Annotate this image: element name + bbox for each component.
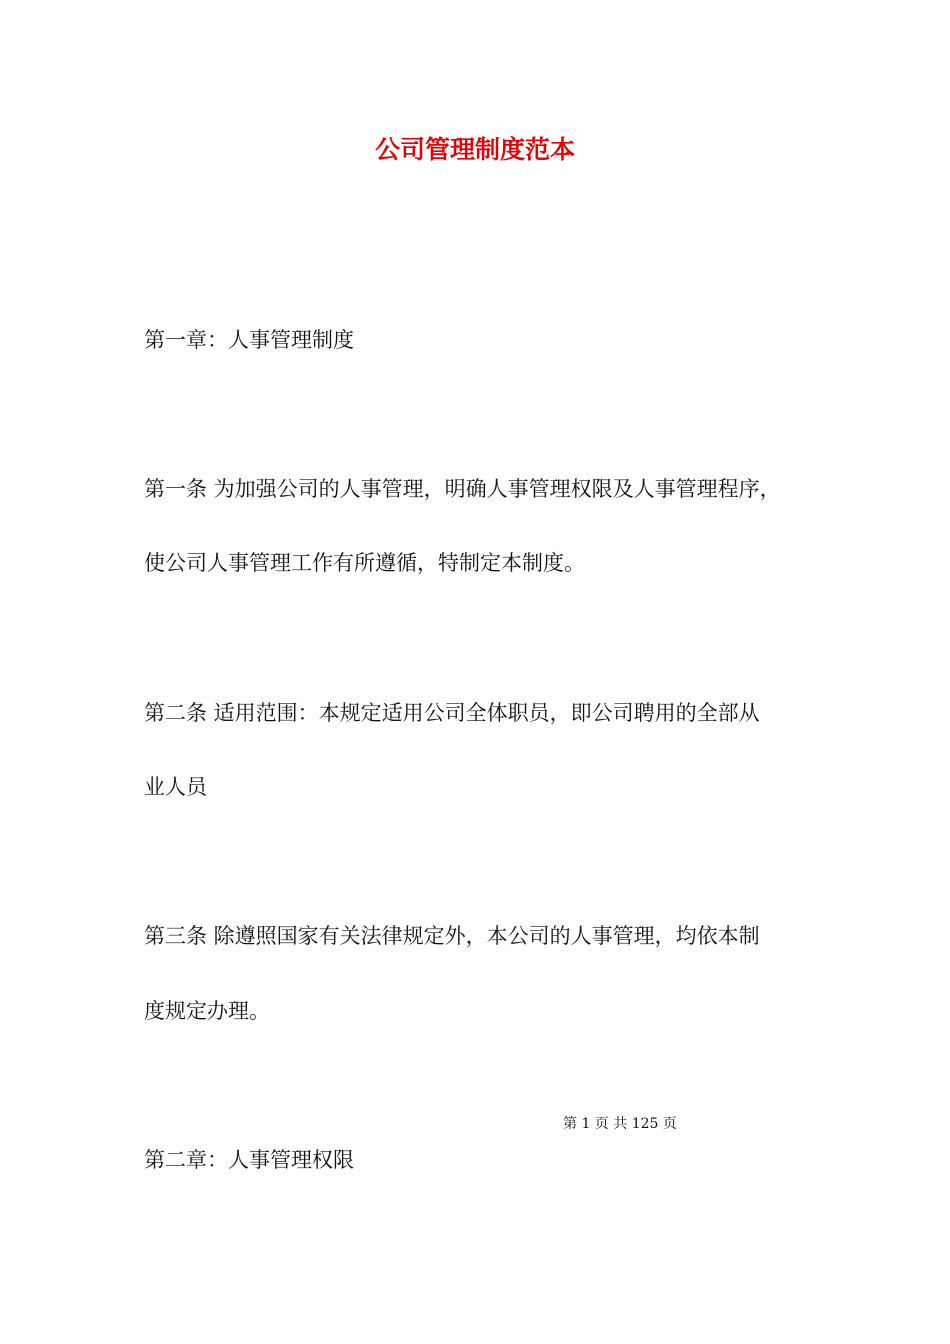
article-2-line-1: 第二条 适用范围：本规定适用公司全体职员，即公司聘用的全部从 [144,701,760,725]
document-title: 公司管理制度范本 [374,135,575,164]
chapter-2-heading: 第二章：人事管理权限 [144,1148,354,1172]
page-number: 第 1 页 共 125 页 [563,1116,677,1132]
article-3-line-2: 度规定办理。 [144,999,270,1023]
article-2-line-2: 业人员 [144,775,207,799]
article-3-line-1: 第三条 除遵照国家有关法律规定外，本公司的人事管理，均依本制 [144,924,760,948]
article-1-line-2: 使公司人事管理工作有所遵循，特制定本制度。 [144,551,585,575]
article-1-line-1: 第一条 为加强公司的人事管理，明确人事管理权限及人事管理程序， [144,477,781,501]
chapter-1-heading: 第一章：人事管理制度 [144,328,354,352]
